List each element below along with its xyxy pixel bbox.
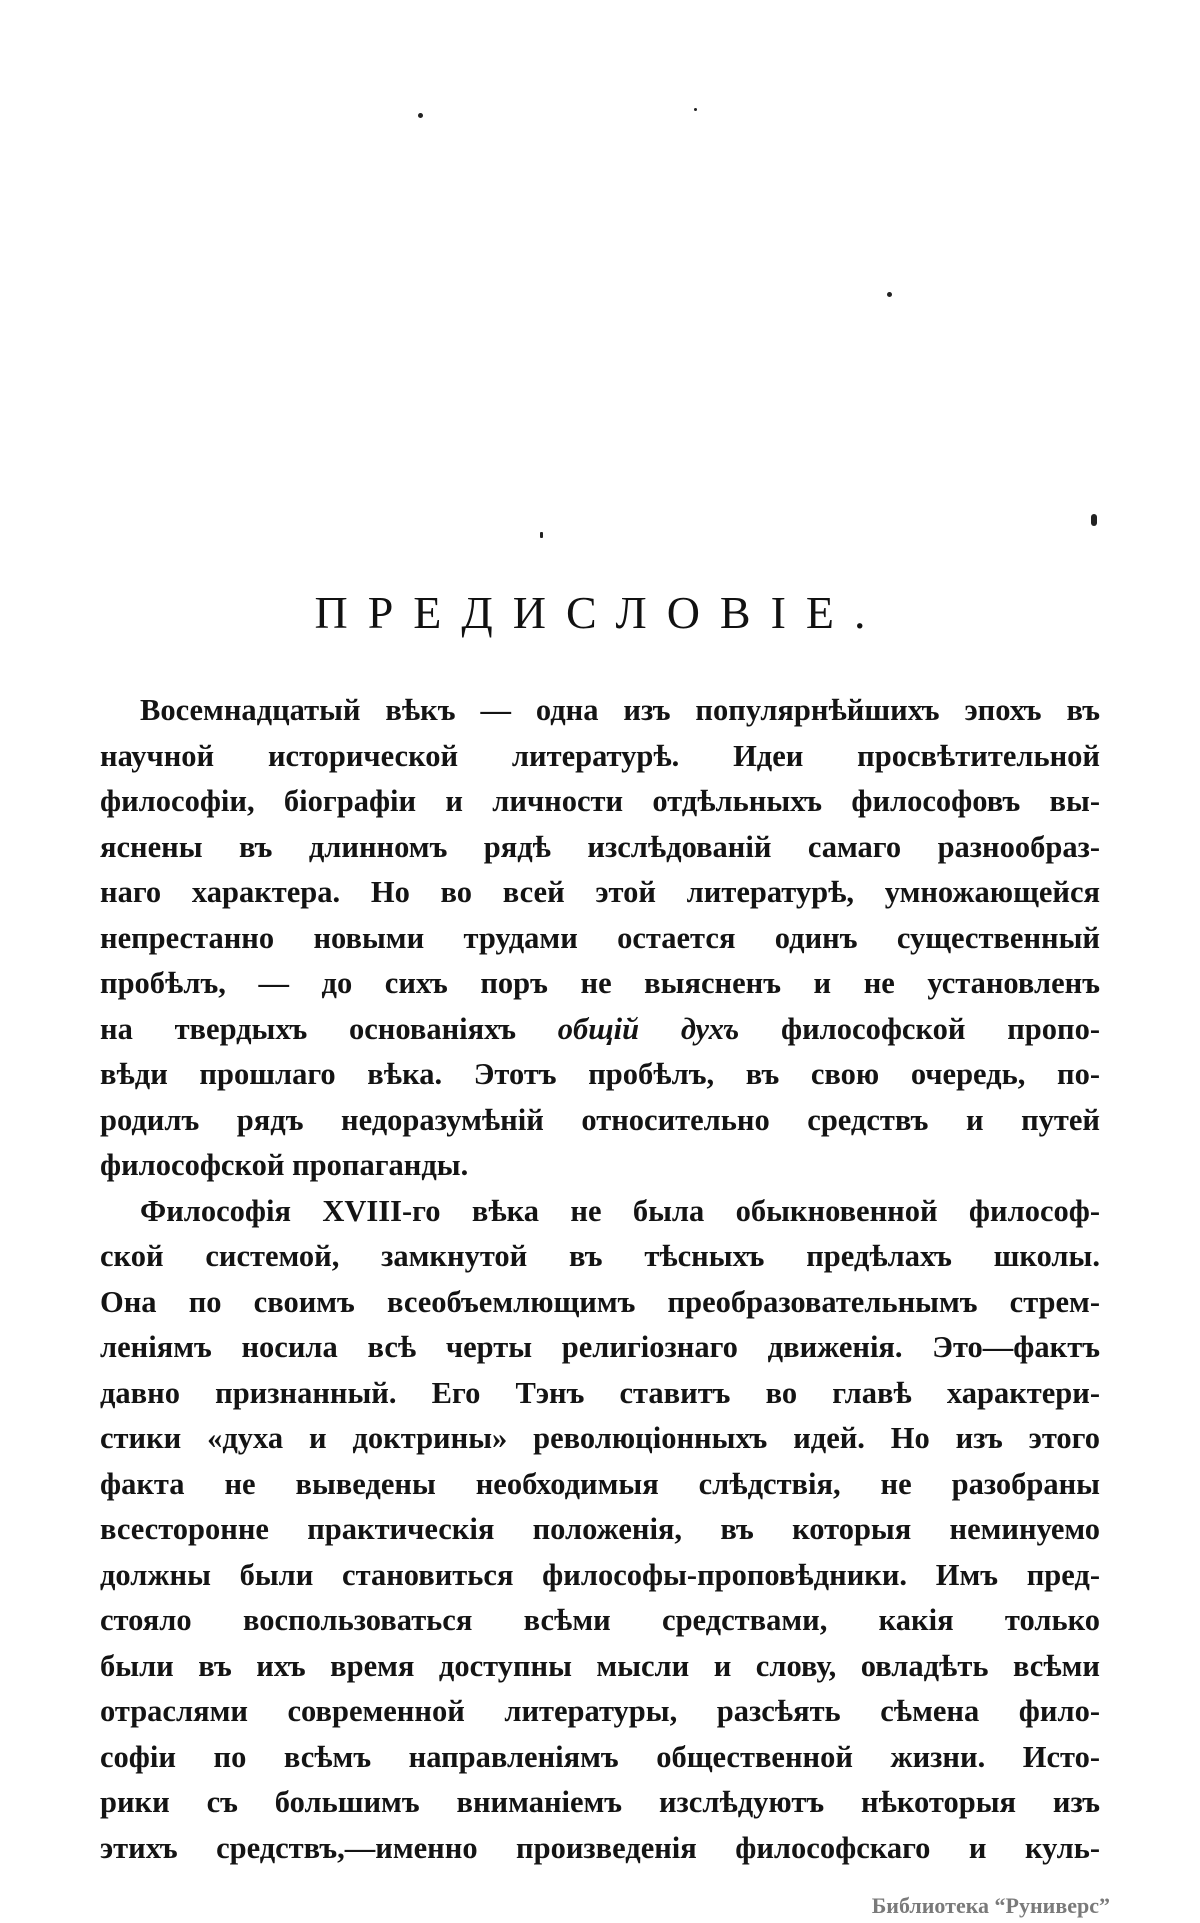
text-line: стики «духа и доктрины» революціонныхъ идей. Но изъ этого bbox=[100, 1421, 1100, 1455]
text-line: софіи по всѣмъ направленіямъ общественной жизни. Исто- bbox=[100, 1739, 1100, 1774]
library-watermark: Библиотека “Руниверс” bbox=[871, 1893, 1110, 1918]
scan-speck bbox=[694, 108, 697, 111]
scan-speck bbox=[418, 113, 423, 118]
text-line: философіи, біографіи и личности отдѣльныхъ философовъ вы- bbox=[100, 784, 1100, 818]
text-line: пробѣлъ, — до сихъ поръ не выясненъ и не установленъ bbox=[100, 966, 1100, 1000]
text-line: должны были становиться философы-проповѣдники. Имъ пред- bbox=[100, 1557, 1100, 1592]
text-line: научной исторической литературѣ. Идеи просвѣтительной bbox=[100, 738, 1100, 773]
text-line: стояло воспользоваться всѣми средствами, какія только bbox=[100, 1603, 1100, 1637]
text-line: были въ ихъ время доступны мысли и слову, овладѣть всѣми bbox=[100, 1648, 1100, 1683]
text-line: наго характера. Но во всей этой литературѣ, умножающейся bbox=[100, 875, 1100, 909]
scan-speck bbox=[887, 292, 892, 297]
scan-speck bbox=[1091, 514, 1097, 526]
text-line: Она по своимъ всеобъемлющимъ преобразовательнымъ стрем- bbox=[100, 1284, 1100, 1319]
text-line-with-italic: на твердыхъ основаніяхъ общій духъ философской пропо- bbox=[100, 1011, 1100, 1046]
text-line: этихъ средствъ,—именно произведенія философскаго и куль- bbox=[100, 1830, 1100, 1865]
text-line: Философія XVIII-го вѣка не была обыкновенной философ- bbox=[140, 1193, 1100, 1228]
text-line: всесторонне практическія положенія, въ которыя неминуемо bbox=[100, 1512, 1100, 1546]
text-line: яснены въ длинномъ рядѣ изслѣдованій самаго разнообраз- bbox=[100, 829, 1100, 864]
page-title: ПРЕДИСЛОВІЕ. bbox=[314, 586, 886, 638]
text-line: непрестанно новыми трудами остается одинъ существенный bbox=[100, 920, 1100, 955]
text-line: леніямъ носила всѣ черты религіознаго движенія. Это—фактъ bbox=[100, 1330, 1100, 1364]
text-line: рики съ большимъ вниманіемъ изслѣдуютъ нѣкоторыя изъ bbox=[100, 1785, 1100, 1819]
text-line: отраслями современной литературы, разсѣять сѣмена фило- bbox=[100, 1694, 1100, 1728]
text-line: факта не выведены необходимыя слѣдствія, не разобраны bbox=[100, 1466, 1100, 1501]
scan-speck bbox=[540, 532, 543, 538]
text-line: философской пропаганды. bbox=[100, 1148, 469, 1182]
text-line: ской системой, замкнутой въ тѣсныхъ предѣлахъ школы. bbox=[100, 1239, 1100, 1273]
text-line: вѣди прошлаго вѣка. Этотъ пробѣлъ, въ свою очередь, по- bbox=[100, 1057, 1100, 1091]
text-line: родилъ рядъ недоразумѣній относительно средствъ и путей bbox=[100, 1102, 1100, 1137]
body-text bbox=[100, 688, 1100, 1871]
paragraph-1 bbox=[100, 688, 1100, 1189]
paragraph-2 bbox=[100, 1189, 1100, 1872]
text-line: Восемнадцатый вѣкъ — одна изъ популярнѣйшихъ эпохъ въ bbox=[140, 693, 1100, 727]
italic-phrase: общій духъ bbox=[557, 1011, 740, 1046]
text-line: давно признанный. Его Тэнъ ставитъ во главѣ характери- bbox=[100, 1375, 1100, 1410]
